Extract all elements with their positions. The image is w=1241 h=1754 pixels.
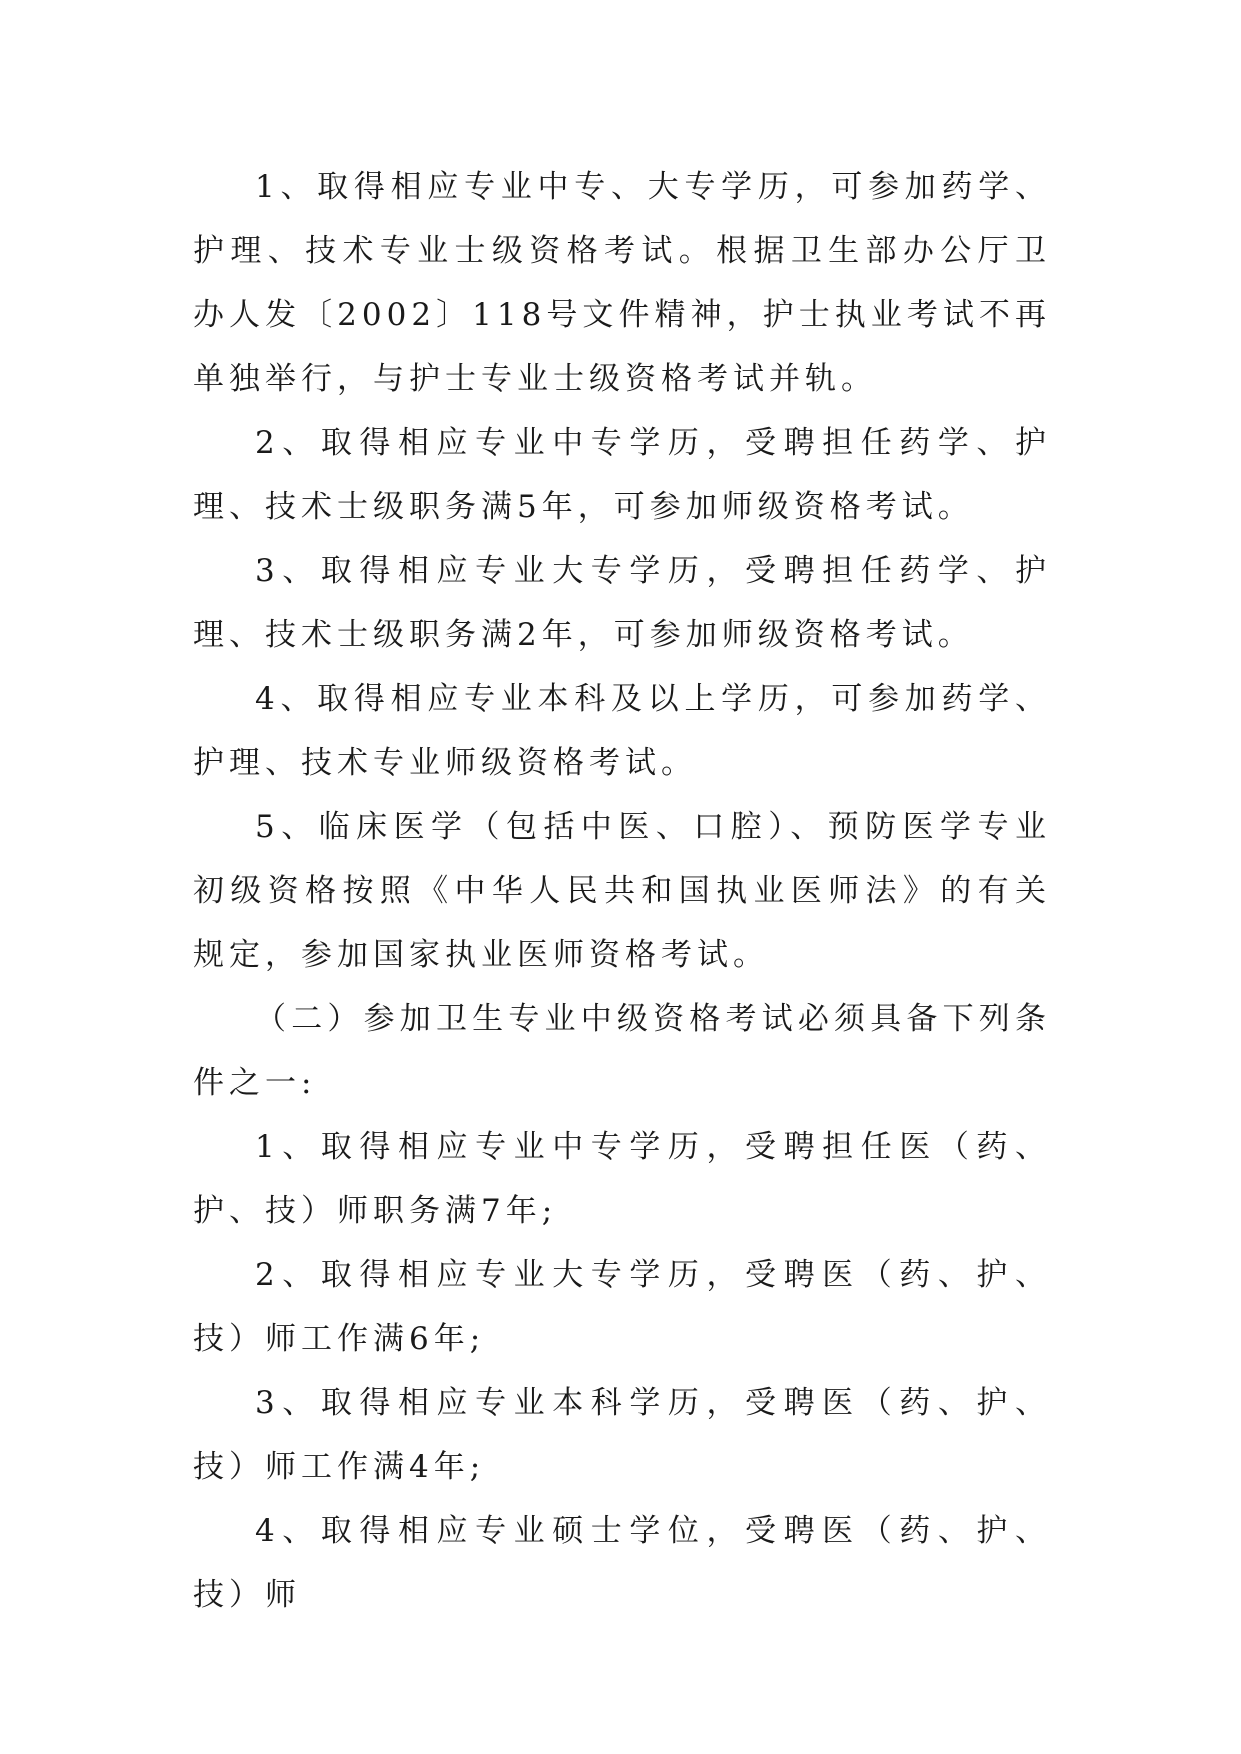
paragraph-item-3: 3、取得相应专业大专学历，受聘担任药学、护理、技术士级职务满2年，可参加师级资格考试。: [193, 553, 1051, 653]
document-body: [193, 155, 1051, 1627]
paragraph-item-8: 3、取得相应专业本科学历，受聘医（药、护、技）师工作满4年;: [193, 1385, 1051, 1485]
section-heading: （二）参加卫生专业中级资格考试必须具备下列条件之一:: [193, 1001, 1051, 1101]
paragraph-item-9: 4、取得相应专业硕士学位，受聘医（药、护、技）师: [193, 1513, 1051, 1613]
paragraph-item-4: 4、取得相应专业本科及以上学历，可参加药学、护理、技术专业师级资格考试。: [193, 681, 1051, 781]
paragraph-item-2: 2、取得相应专业中专学历，受聘担任药学、护理、技术士级职务满5年，可参加师级资格考试。: [193, 425, 1051, 525]
paragraph-item-5: 5、临床医学（包括中医、口腔）、预防医学专业初级资格按照《中华人民共和国执业医师法》的有关规定，参加国家执业医师资格考试。: [193, 809, 1051, 973]
paragraph-item-7: 2、取得相应专业大专学历，受聘医（药、护、技）师工作满6年;: [193, 1257, 1051, 1357]
paragraph-item-1: 1、取得相应专业中专、大专学历，可参加药学、护理、技术专业士级资格考试。根据卫生部办公厅卫办人发〔2002〕118号文件精神，护士执业考试不再单独举行，与护士专业士级资格考试并轨。: [193, 169, 1051, 397]
paragraph-item-6: 1、取得相应专业中专学历，受聘担任医（药、护、技）师职务满7年;: [193, 1129, 1051, 1229]
